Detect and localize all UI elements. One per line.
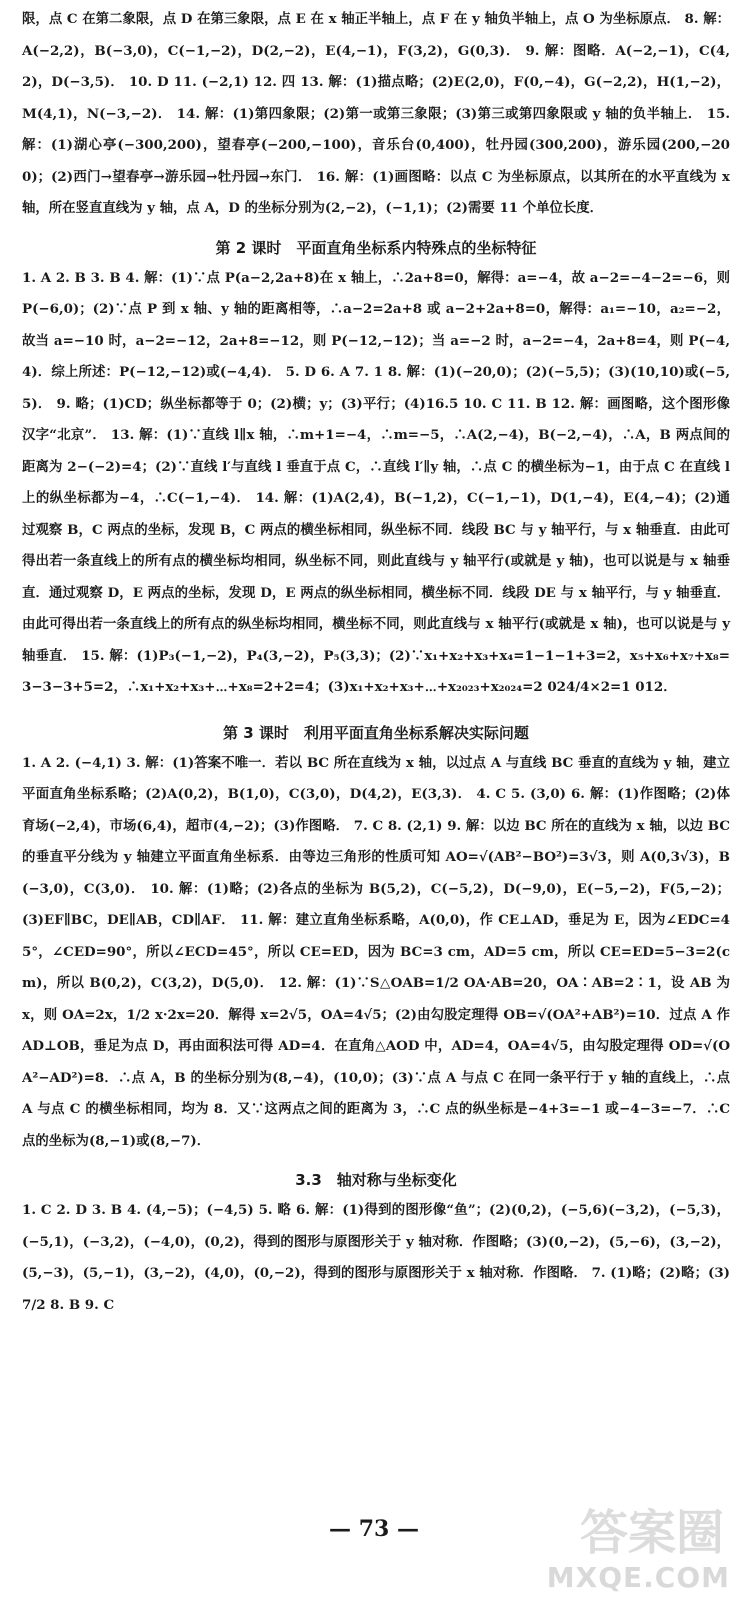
watermark-logo: 答案圈 xyxy=(579,1505,724,1561)
answer-block-coordinates-1: 限，点 C 在第二象限，点 D 在第三象限，点 E 在 x 轴正半轴上，点 F 在 y 轴负半轴上，点 O 为坐标原点． 8. 解：A(−2,2)，B(−3,0)，C(−1,−2)，D(2,−2)，E(4,−1)，F(3,2)，G(0,3)． 9. 解：图略．A(−2,−1)，C(4,2)，D(−3,5)． 10. D 11. (−2,1) 12. 四 13. 解：(1)描点略；(2)E(2,0)，F(0,−4)，G(−2,2)，H(1,−2)，M(4,1)，N(−3,−2)． 14. 解：(1)第四象限；(2)第一或第三象限；(3)第三或第四象限或 y 轴的负半轴上． 15. 解：(1)湖心亭(−300,200)，望春亭(−200,−100)，音乐台(0,400)，牡丹园(300,200)，游乐园(200,−200)；(2)西门→望春亭→游乐园→牡丹园→东门． 16. 解：(1)画图略：以点 C 为坐标原点，以其所在的水平直线为 x 轴，所在竖直直线为 y 轴，点 A，D 的坐标分别为(2,−2)，(−1,1)；(2)需要 11 个单位长度． xyxy=(22,11,735,216)
answer-block-lesson-3: 1. A 2. (−4,1) 3. 解：(1)答案不唯一．若以 BC 所在直线为 x 轴，以过点 A 与直线 BC 垂直的直线为 y 轴，建立平面直角坐标系略；(2)A(0,2)，B(1,0)，C(3,0)，D(4,2)，E(3,3)． 4. C 5. (3,0) 6. 解：(1)作图略；(2)体育场(−2,4)，市场(6,4)，超市(4,−2)；(3)作图略． 7. C 8. (2,1) 9. 解：以边 BC 所在的直线为 x 轴，以边 BC 的垂直平分线为 y 轴建立平面直角坐标系．由等边三角形的性质可知 AO=√(AB²−BO²)=3√3，则 A(0,3√3)，B(−3,0)，C(3,0)． 10. 解：(1)略；(2)各点的坐标为 B(5,2)，C(−5,2)，D(−9,0)，E(−5,−2)，F(5,−2)；(3)EF∥BC，DE∥AB，CD∥AF． 11. 解：建立直角坐标系略，A(0,0)，作 CE⊥AD，垂足为 E，因为∠EDC=45°，∠CED=90°，所以∠ECD=45°，所以 CE=ED，因为 BC=3 cm，AD=5 cm，所以 CE=ED=5−3=2(cm)，所以 B(0,2)，C(3,2)，D(5,0)． 12. 解：(1)∵S△OAB=1/2 OA·AB=20，OA∶AB=2∶1，设 AB 为 x，则 OA=2x，1/2 x·2x=20．解得 x=2√5，OA=4√5；(2)由勾股定理得 OB=√(OA²+AB²)=10．过点 A 作 AD⊥OB，垂足为点 D，再由面积法可得 AD=4．在直角△AOD 中，AD=4，OA=4√5，由勾股定理得 OD=√(OA²−AD²)=8．∴点 A，B 的坐标分别为(8,−4)，(10,0)；(3)∵点 A 与点 C 在同一条平行于 y 轴的直线上，∴点 A 与点 C 的横坐标相同，均为 8．又∵这两点之间的距离为 3，∴C 点的纵坐标是−4+3=−1 或−4−3=−7．∴C 点的坐标为(8,−1)或(8,−7)． xyxy=(22,754,735,1149)
answer-block-lesson-2: 1. A 2. B 3. B 4. 解：(1)∵点 P(a−2,2a+8)在 x 轴上，∴2a+8=0，解得：a=−4，故 a−2=−4−2=−6，则 P(−6,0)；(2)∵点 P 到 x 轴、y 轴的距离相等，∴a−2=2a+8 或 a−2+2a+8=0，解得：a₁=−10，a₂=−2，故当 a=−10 时，a−2=−12，2a+8=−12，则 P(−12,−12)；当 a=−2 时，a−2=−4，2a+8=4，则 P(−4,4)．综上所述：P(−12,−12)或(−4,4)． 5. D 6. A 7. 1 8. 解：(1)(−20,0)；(2)(−5,5)；(3)(10,10)或(−5,5)． 9. 略；(1)CD；纵坐标都等于 0；(2)横；y；(3)平行；(4)16.5 10. C 11. B 12. 解：画图略，这个图形像汉字“北京”． 13. 解：(1)∵直线 l∥x 轴，∴m+1=−4，∴m=−5，∴A(2,−4)，B(−2,−4)，∴A，B 两点间的距离为 2−(−2)=4；(2)∵直线 l′与直线 l 垂直于点 C，∴直线 l′∥y 轴，∴点 C 的横坐标为−1，由于点 C 在直线 l 上的纵坐标都为−4，∴C(−1,−4)． 14. 解：(1)A(2,4)，B(−1,2)，C(−1,−1)，D(1,−4)，E(4,−4)；(2)通过观察 B，C 两点的坐标，发现 B，C 两点的横坐标相同，纵坐标不同．线段 BC 与 y 轴平行，与 x 轴垂直．由此可得出若一条直线上的所有点的横坐标均相同，纵坐标不同，则此直线与 y 轴平行(或就是 y 轴)，也可以说是与 x 轴垂直．通过观察 D，E 两点的坐标，发现 D，E 两点的纵坐标相同，横坐标不同．线段 DE 与 x 轴平行，与 y 轴垂直．由此可得出若一条直线上的所有点的纵坐标均相同，横坐标不同，则此直线与 x 轴平行(或就是 x 轴)，也可以说是与 y 轴垂直． 15. 解：(1)P₃(−1,−2)，P₄(3,−2)，P₅(3,3)；(2)∵x₁+x₂+x₃+x₄=1−1−1+3=2，x₅+x₆+x₇+x₈=3−3−3+5=2，∴x₁+x₂+x₃+⋯+x₈=2+2=4；(3)x₁+x₂+x₃+⋯+x₂₀₂₃+x₂₀₂₄=2 024/4×2=1 012． xyxy=(22,269,735,695)
section-heading-lesson-3: 第 3 课时 利用平面直角坐标系解决实际问题 xyxy=(223,723,529,742)
watermark xyxy=(534,1490,734,1600)
watermark-text: MXQE.COM xyxy=(546,1561,730,1594)
section-heading-3-3: 3.3 轴对称与坐标变化 xyxy=(295,1171,457,1189)
section-heading-lesson-2: 第 2 课时 平面直角坐标系内特殊点的坐标特征 xyxy=(215,238,537,257)
page-number: — 73 — xyxy=(329,1516,419,1542)
answer-block-3-3: 1. C 2. D 3. B 4. (4,−5)；(−4,5) 5. 略 6. 解：(1)得到的图形像“鱼”；(2)(0,2)，(−5,6)(−3,2)，(−5,3)，(−5,1)，(−3,2)，(−4,0)，(0,2)，得到的图形与原图形关于 y 轴对称．作图略；(3)(0,−2)，(5,−6)，(3,−2)，(5,−3)，(5,−1)，(3,−2)，(4,0)，(0,−2)，得到的图形与原图形关于 x 轴对称．作图略． 7. (1)略；(2)略；(3)7/2 8. B 9. C xyxy=(22,1202,730,1313)
